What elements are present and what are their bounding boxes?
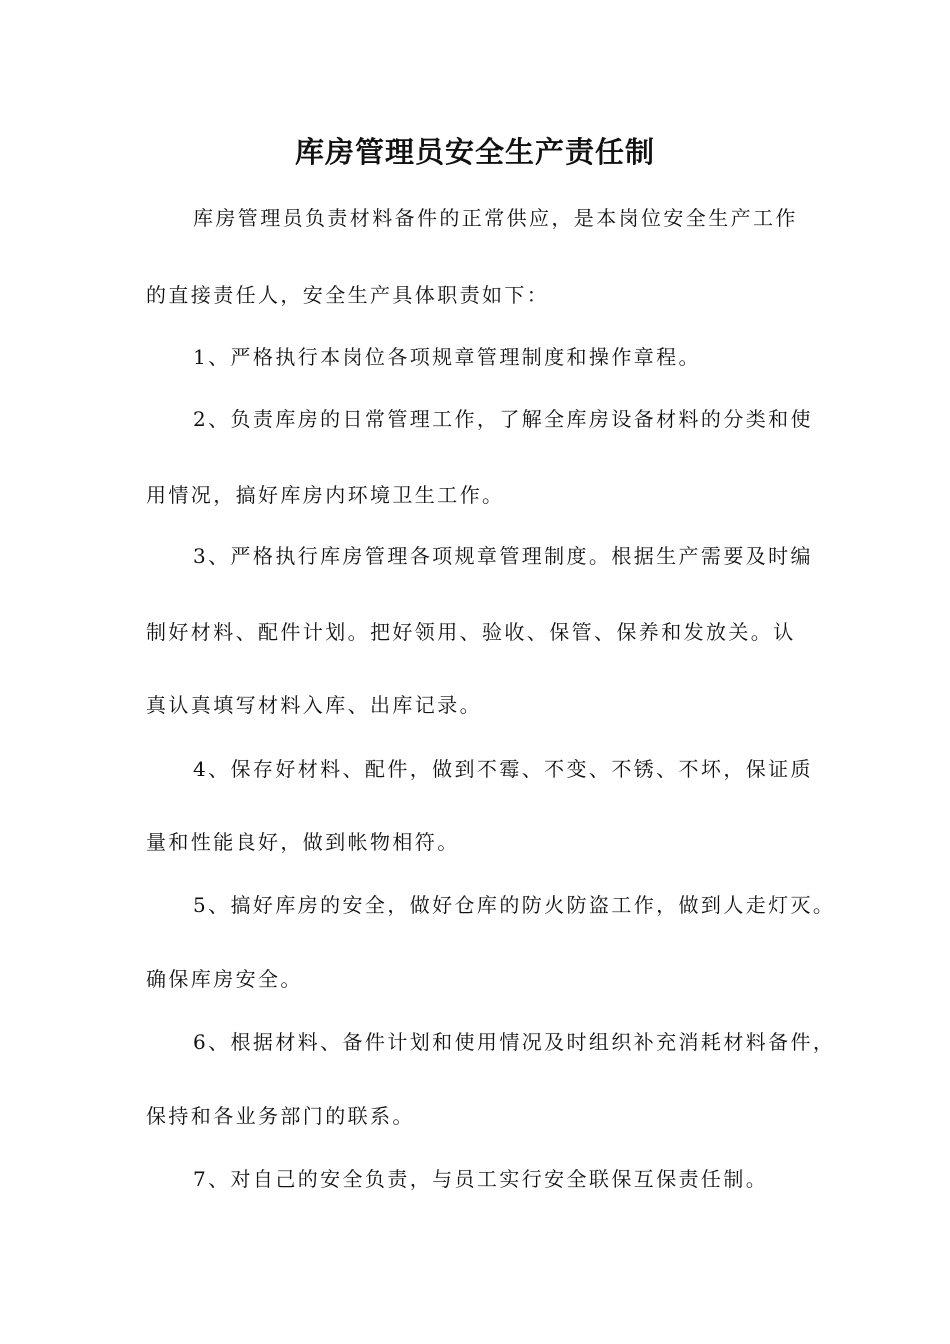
item-5-line-2: 确保库房安全。	[146, 967, 303, 991]
item-3-line-2: 制好材料、配件计划。把好领用、验收、保管、保养和发放关。认	[146, 620, 796, 644]
item-2-line-2: 用情况，搞好库房内环境卫生工作。	[146, 483, 505, 507]
item-6-line-1: 6、根据材料、备件计划和使用情况及时组织补充消耗材料备件，	[193, 1030, 836, 1054]
item-4-line-1: 4、保存好材料、配件，做到不霉、不变、不锈、不坏，保证质	[193, 757, 813, 781]
item-1-line-1: 1、严格执行本岗位各项规章管理制度和操作章程。	[193, 345, 701, 369]
item-5-line-1: 5、搞好库房的安全，做好仓库的防火防盗工作，做到人走灯灭。	[193, 893, 836, 917]
intro-line-1: 库房管理员负责材料备件的正常供应，是本岗位安全生产工作	[193, 206, 798, 230]
item-4-line-2: 量和性能良好，做到帐物相符。	[146, 830, 460, 854]
item-6-line-2: 保持和各业务部门的联系。	[146, 1104, 415, 1128]
item-2-line-1: 2、负责库房的日常管理工作，了解全库房设备材料的分类和使	[193, 407, 813, 431]
item-3-line-1: 3、严格执行库房管理各项规章管理制度。根据生产需要及时编	[193, 544, 813, 568]
item-3-line-3: 真认真填写材料入库、出库记录。	[146, 693, 482, 717]
document-title: 库房管理员安全生产责任制	[294, 135, 655, 169]
intro-line-2: 的直接责任人，安全生产具体职责如下：	[146, 283, 550, 307]
item-7-line-1: 7、对自己的安全负责，与员工实行安全联保互保责任制。	[193, 1167, 769, 1191]
